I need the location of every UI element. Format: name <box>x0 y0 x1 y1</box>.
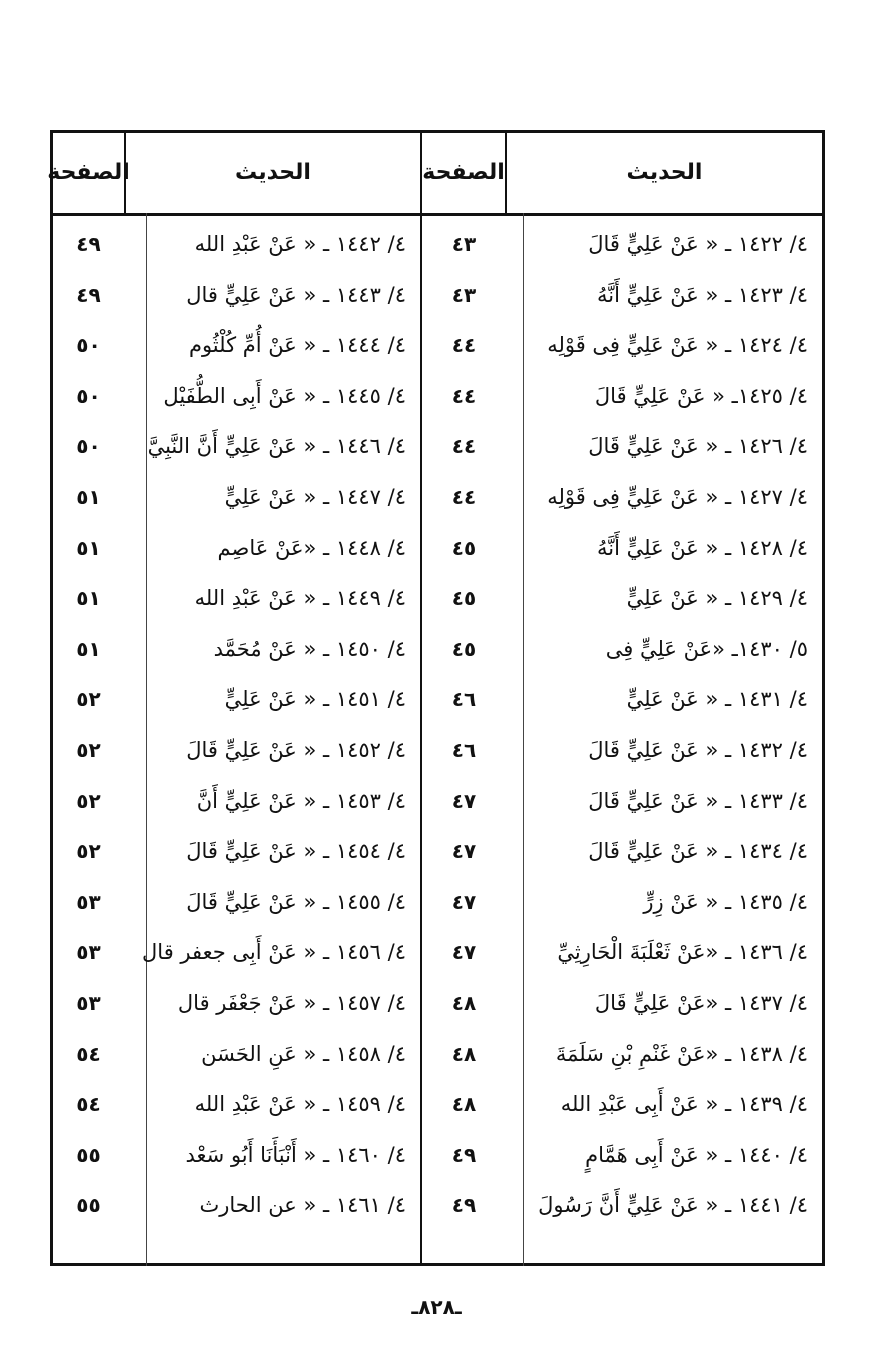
page-ref: ٤٨ <box>451 1041 477 1066</box>
page-ref: ٥١ <box>76 636 101 661</box>
header-page-left: الصفحة <box>47 159 130 185</box>
hadith-entry: ٤/ ١٤٦٠ ـ « أَنْبَأَنَا أَبُو سَعْد <box>185 1142 406 1167</box>
hadith-entry: ٤/ ١٤٣٤ ـ « عَنْ عَلِيٍّ قَالَ <box>588 839 808 864</box>
page-ref: ٤٨ <box>451 1092 477 1117</box>
hadith-entry: ٤/ ١٤٥٧ ـ « عَنْ جَعْفَر قال <box>177 991 406 1015</box>
page-number: ـ٨٢٨ـ <box>411 1295 462 1319</box>
page-ref: ٤٧ <box>451 839 477 864</box>
column-divider <box>505 133 507 213</box>
hadith-entry: ٤/ ١٤٢٧ ـ « عَنْ عَلِيٍّ فِى قَوْلِه <box>547 485 808 509</box>
hadith-entry: ٤/ ١٤٥٩ ـ « عَنْ عَبْدِ الله <box>194 1092 406 1117</box>
hadith-entry: ٤/ ١٤٢٩ ـ « عَنْ عَلِيٍّ <box>626 586 808 611</box>
hadith-entry: ٤/ ١٤٣٩ ـ « عَنْ أَبِى عَبْدِ الله <box>560 1092 808 1117</box>
hadith-entry: ٤/ ١٤٣٦ ـ «عَنْ ثَعْلَبَةَ الْحَارِثِيِّ <box>557 940 808 965</box>
hadith-entry: ٤/ ١٤٣٣ ـ « عَنْ عَلِيٍّ قَالَ <box>588 788 808 813</box>
page-ref: ٤٤ <box>451 333 477 358</box>
hadith-entry: ٤/ ١٤٢٢ ـ « عَنْ عَلِيٍّ قَالَ <box>588 232 808 256</box>
hadith-entry: ٤/ ١٤٤١ ـ « عَنْ عَلِيٍّ أَنَّ رَسُولَ <box>538 1193 808 1218</box>
hadith-entry: ٤/ ١٤٥٣ ـ « عَنْ عَلِيٍّ أَنَّ <box>196 788 406 813</box>
page-ref: ٤٧ <box>451 788 477 813</box>
page-ref: ٥٠ <box>76 333 101 358</box>
page-ref: ٤٩ <box>451 1142 477 1167</box>
hadith-entry: ٤/ ١٤٥١ ـ « عَنْ عَلِيٍّ <box>224 687 406 712</box>
header-hadith-right: الحديث <box>626 159 703 185</box>
hadith-entry: ٥/ ١٤٣٠ـ «عَنْ عَلِيٍّ فِى <box>605 636 808 661</box>
page-ref: ٤٤ <box>451 485 477 509</box>
hadith-entry: ٤/ ١٤٤٥ ـ « عَنْ أَبِى الطُّفَيْل <box>163 383 406 408</box>
hadith-entry: ٤/ ١٤٢٣ ـ « عَنْ عَلِيٍّ أَنَّهُ <box>597 282 808 307</box>
hadith-entry: ٤/ ١٤٤٤ ـ « عَنْ أُمِّ كُلْثُوم <box>188 333 406 358</box>
page-ref: ٥١ <box>76 586 101 611</box>
page-ref: ٥٠ <box>76 383 101 408</box>
page-ref: ٤٦ <box>451 687 477 712</box>
hadith-entry: ٤/ ١٤٤٣ ـ « عَنْ عَلِيٍّ قال <box>186 282 406 307</box>
page-ref: ٥٢ <box>76 738 101 762</box>
hadith-entry: ٤/ ١٤٥٤ ـ « عَنْ عَلِيٍّ قَالَ <box>186 839 406 864</box>
hadith-entry: ٤/ ١٤٢٥ـ « عَنْ عَلِيٍّ قَالَ <box>594 383 808 408</box>
hadith-entry: ٤/ ١٤٥٠ ـ « عَنْ مُحَمَّد <box>213 636 406 661</box>
page-ref: ٥٢ <box>76 687 101 712</box>
page-ref: ٤٥ <box>451 636 477 661</box>
page-ref: ٥٢ <box>76 839 101 864</box>
hadith-entry: ٤/ ١٤٣٢ ـ « عَنْ عَلِيٍّ قَالَ <box>588 738 808 762</box>
column-divider <box>124 133 126 213</box>
page-ref: ٥٢ <box>76 788 101 813</box>
column-divider <box>420 133 422 1266</box>
page-ref: ٤٩ <box>76 282 101 307</box>
page-ref: ٤٩ <box>76 232 101 256</box>
page-ref: ٥٣ <box>76 940 101 965</box>
hadith-entry: ٤/ ١٤٣٨ ـ «عَنْ غَنْمِ بْنِ سَلَمَةَ <box>555 1041 808 1066</box>
page-ref: ٤٤ <box>451 383 477 408</box>
page-ref: ٤٤ <box>451 434 477 459</box>
page-ref: ٥٣ <box>76 991 101 1015</box>
hadith-index-table <box>47 130 825 1266</box>
page-ref: ٤٧ <box>451 889 477 914</box>
page-ref: ٥٥ <box>76 1142 101 1167</box>
page-ref: ٥٠ <box>76 434 101 459</box>
page-ref: ٤٣ <box>451 282 477 307</box>
page-ref: ٥١ <box>76 535 101 560</box>
page-ref: ٤٩ <box>451 1193 477 1218</box>
hadith-entry: ٤/ ١٤٦١ ـ « عن الحارث <box>199 1193 406 1218</box>
hadith-entry: ٤/ ١٤٤٦ ـ « عَنْ عَلِيٍّ أَنَّ النَّبِيَّ <box>147 434 406 459</box>
page-ref: ٥٤ <box>76 1092 101 1117</box>
hadith-entry: ٤/ ١٤٥٨ ـ « عَنِ الحَسَن <box>201 1041 406 1066</box>
page-ref: ٤٦ <box>451 738 477 762</box>
header-hadith-left: الحديث <box>235 159 311 185</box>
page-ref: ٤٣ <box>451 232 477 256</box>
hadith-entry: ٤/ ١٤٤٢ ـ « عَنْ عَبْدِ الله <box>194 232 406 256</box>
hadith-entry: ٤/ ١٤٥٦ ـ « عَنْ أَبِى جعفر قال <box>142 940 406 965</box>
table-header <box>47 133 822 216</box>
hadith-entry: ٤/ ١٤٥٥ ـ « عَنْ عَلِيٍّ قَالَ <box>186 889 406 914</box>
hadith-entry: ٤/ ١٤٣١ ـ « عَنْ عَلِيٍّ <box>626 687 808 712</box>
page-ref: ٤٧ <box>451 940 477 965</box>
hadith-entry: ٤/ ١٤٤٠ ـ « عَنْ أَبِى هَمَّامٍ <box>585 1142 808 1167</box>
page-ref: ٤٥ <box>451 535 477 560</box>
hadith-entry: ٤/ ١٤٢٤ ـ « عَنْ عَلِيٍّ فِى قَوْلِه <box>547 333 808 358</box>
page-ref: ٥٥ <box>76 1193 101 1218</box>
hadith-entry: ٤/ ١٤٤٧ ـ « عَنْ عَلِيٍّ <box>224 485 406 509</box>
page-ref: ٥٤ <box>76 1041 101 1066</box>
hadith-entry: ٤/ ١٤٢٨ ـ « عَنْ عَلِيٍّ أَنَّهُ <box>597 535 808 560</box>
hadith-entry: ٤/ ١٤٤٨ ـ «عَنْ عَاصِم <box>217 535 406 560</box>
page-ref: ٥٣ <box>76 889 101 914</box>
page-ref: ٤٨ <box>451 991 477 1015</box>
hadith-entry: ٤/ ١٤٥٢ ـ « عَنْ عَلِيٍّ قَالَ <box>186 738 406 762</box>
header-page-right: الصفحة <box>422 159 505 185</box>
page-ref: ٥١ <box>76 485 101 509</box>
hadith-entry: ٤/ ١٤٢٦ ـ « عَنْ عَلِيٍّ قَالَ <box>588 434 808 459</box>
page-ref: ٤٥ <box>451 586 477 611</box>
hadith-entry: ٤/ ١٤٣٧ ـ «عَنْ عَلِيٍّ قَالَ <box>594 991 808 1015</box>
hadith-entry: ٤/ ١٤٤٩ ـ « عَنْ عَبْدِ الله <box>194 586 406 611</box>
hadith-entry: ٤/ ١٤٣٥ ـ « عَنْ زِرٍّ <box>643 889 808 914</box>
